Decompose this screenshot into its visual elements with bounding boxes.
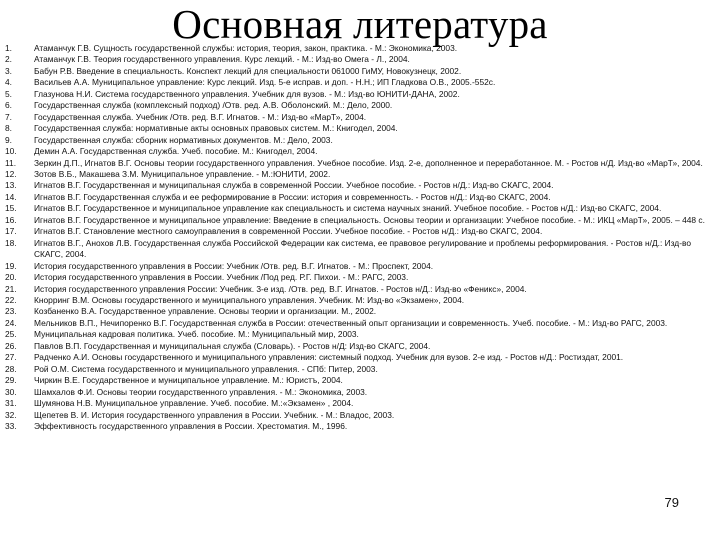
reference-number: 27. [5,352,17,363]
reference-text: Государственная служба (комплексный подход) /Отв. ред. А.В. Оболонский. М.: Дело, 2000. [34,100,393,111]
reference-item [5,192,713,203]
reference-number: 30. [5,386,17,397]
reference-item [5,112,713,123]
reference-text: Васильев А.А. Муниципальное управление: Курс лекций. Изд. 5-е исправ. и доп. - Н.Н.; ИП Гладкова О.В., 2005.-552с. [34,77,496,88]
reference-text: Атаманчук Г.В. Сущность государственной службы: история, теория, закон, практика. - М.: Экономика, 2003. [34,43,458,53]
reference-item [5,100,713,111]
reference-item [5,352,713,363]
reference-number: 18. [5,237,17,248]
reference-item [5,158,713,169]
reference-text: Павлов В.П. Государственная и муниципальная служба (Словарь). - Ростов н/Д: Изд-во СКАГС, 2004. [34,340,431,351]
reference-text: Рой О.М. Система государственного и муниципального управления. - СПб: Питер, 2003. [34,363,378,374]
reference-number: 4. [5,77,12,88]
reference-item [5,284,713,295]
reference-number: 32. [5,409,17,420]
reference-item [5,77,713,88]
reference-text: Козбаненко В.А. Государственное управление. Основы теории и организации. М., 2002. [34,306,377,317]
reference-text: История государственного управления в России. Учебник /Под ред. Р.Г. Пихои. - М.: РАГС, 2003. [34,272,409,283]
reference-text: История государственного управления в России: Учебник /Отв. ред. В.Г. Игнатов. - М.: Проспект, 2004. [34,260,434,271]
reference-number: 24. [5,317,17,328]
reference-item [5,89,713,100]
reference-item [5,54,713,65]
reference-number: 29. [5,375,17,386]
reference-number: 10. [5,146,17,157]
reference-number: 1. [5,43,12,53]
reference-number: 20. [5,272,17,283]
reference-text: Кнорринг В.М. Основы государственного и муниципального управления. Учебник. М: Изд-во «Экзамен», 2004. [34,294,465,305]
reference-number: 5. [5,88,12,99]
reference-text: Радченко А.И. Основы государственного и муниципального управления: системный подход. Учебник для вузов. 2-е изд. - Ростов н/Д.: Ростиздат, 2001. [34,352,624,363]
reference-text: Зеркин Д.П., Игнатов В.Г. Основы теории государственного управления. Учебное пособие. Изд. 2-е, дополненное и переработанное. М. - Ростов н/Д. Изд-во «МарТ», 2004. [34,157,703,168]
page-number: 79 [664,495,679,510]
reference-item [5,66,713,77]
reference-number: 19. [5,260,17,271]
reference-item [5,295,713,306]
reference-number: 31. [5,398,17,409]
reference-number: 33. [5,420,17,431]
reference-text: Зотов В.Б., Макашева З.М. Муниципальное управление. - М.:ЮНИТИ, 2002. [34,168,331,179]
reference-text: Мельников В.П., Нечипоренко В.Г. Государственная служба в России: отечественный опыт организации и современность. Учеб. пособие. - М.: Изд-во РАГС, 2003. [34,317,668,328]
page-title: Основная литература [172,1,548,47]
reference-text: Щепетев В. И. История государственного управления в России. Учебник. - М.: Владос, 2003. [34,409,395,420]
reference-item [5,421,713,432]
reference-text: Игнатов В.Г. Государственное и муниципальное управление: Введение в специальность. Основы теории и организации: Учебное пособие. - М.: ИКЦ «МарТ», 2005. – 448 с. [34,214,705,225]
reference-text: Игнатов В.Г. Государственное и муниципальное управление как специальность и система научных знаний. Учебное пособие. - Ростов н/Д.: Изд-во СКАГС, 2004. [34,203,662,214]
reference-text: Государственная служба. Учебник /Отв. ред. В.Г. Игнатов. - М.: Изд-во «МарТ», 2004. [34,111,367,122]
reference-text: Игнатов В.Г. Государственная служба и ее реформирование в России: история и современность. - Ростов н/Д.: Изд-во СКАГС, 2004. [34,191,551,202]
reference-number: 28. [5,363,17,374]
reference-number: 8. [5,123,12,134]
reference-item [5,226,713,237]
reference-item [5,398,713,409]
reference-item [5,318,713,329]
reference-item [5,375,713,386]
reference-number: 17. [5,226,17,237]
reference-text: Эффективность государственного управления в России. Хрестоматия. М., 1996. [34,420,348,431]
reference-number: 16. [5,214,17,225]
reference-text: Шумянова Н.В. Муниципальное управление. Учеб. пособие. М.:«Экзамен» , 2004. [34,398,354,409]
reference-text: Муниципальная кадровая политика. Учеб. пособие. М.: Муниципальный мир, 2003. [34,329,359,340]
reference-item [5,272,713,283]
reference-text: Игнатов В.Г. Становление местного самоуправления в современной России. Учебное пособие. - Ростов н/Д.: Изд-во СКАГС, 2004. [34,226,543,237]
reference-number: 3. [5,65,12,76]
reference-item [5,135,713,146]
reference-number: 11. [5,157,17,168]
reference-text: История государственного управления России: Учебник. 3-е изд. /Отв. ред. В.Г. Игнатов. - Ростов н/Д.: Изд-во «Феникс», 2004. [34,283,527,294]
reference-item [5,341,713,352]
reference-item [5,180,713,191]
reference-item [5,364,713,375]
reference-item [5,215,713,226]
reference-text: Государственная служба: нормативные акты основных правовых систем. М.: Книгодел, 2004. [34,123,398,134]
reference-item [5,203,713,214]
reference-number: 23. [5,306,17,317]
reference-item [5,43,713,54]
reference-number: 25. [5,329,17,340]
reference-number: 21. [5,283,17,294]
reference-text: Бабун Р.В. Введение в специальность. Конспект лекций для специальности 061000 ГиМУ, Новокузнецк, 2002. [34,65,462,76]
reference-item [5,238,713,261]
reference-number: 13. [5,180,17,191]
reference-number: 2. [5,54,12,65]
reference-text: Чиркин В.Е. Государственное и муниципальное управление. М.: Юристъ, 2004. [34,375,343,386]
reference-number: 22. [5,294,17,305]
reference-item [5,410,713,421]
reference-item [5,306,713,317]
reference-number: 15. [5,203,17,214]
reference-number: 14. [5,191,17,202]
reference-number: 7. [5,111,12,122]
reference-item [5,387,713,398]
reference-list [5,43,713,432]
reference-item [5,146,713,157]
reference-text: Шамхалов Ф.И. Основы теории государственного управления. - М.: Экономика, 2003. [34,386,368,397]
reference-number: 12. [5,168,17,179]
reference-text: Игнатов В.Г., Анохов Л.В. Государственная служба Российской Федерации как система, ее правовое регулирование и проблемы реформирования. - Ростов н/Д.: Изд-во СКАГС, 2004. [34,237,691,260]
reference-item [5,261,713,272]
reference-number: 9. [5,134,12,145]
reference-item [5,329,713,340]
reference-number: 26. [5,340,17,351]
reference-text: Государственная служба: сборник нормативных документов. М.: Дело, 2003. [34,134,333,145]
reference-number: 6. [5,100,12,111]
reference-text: Демин А.А. Государственная служба. Учеб. пособие. М.: Книгодел, 2004. [34,146,318,157]
reference-text: Игнатов В.Г. Государственная и муниципальная служба в современной России. Учебное пособие. - Ростов н/Д.: Изд-во СКАГС, 2004. [34,180,554,191]
reference-item [5,123,713,134]
reference-text: Глазунова Н.И. Система государственного управления. Учебник для вузов. - М.: Изд-во ЮНИТИ-ДАНА, 2002. [34,88,460,99]
reference-item [5,169,713,180]
reference-text: Атаманчук Г.В. Теория государственного управления. Курс лекций. - М.: Изд-во Омега - Л., 2004. [34,54,410,65]
